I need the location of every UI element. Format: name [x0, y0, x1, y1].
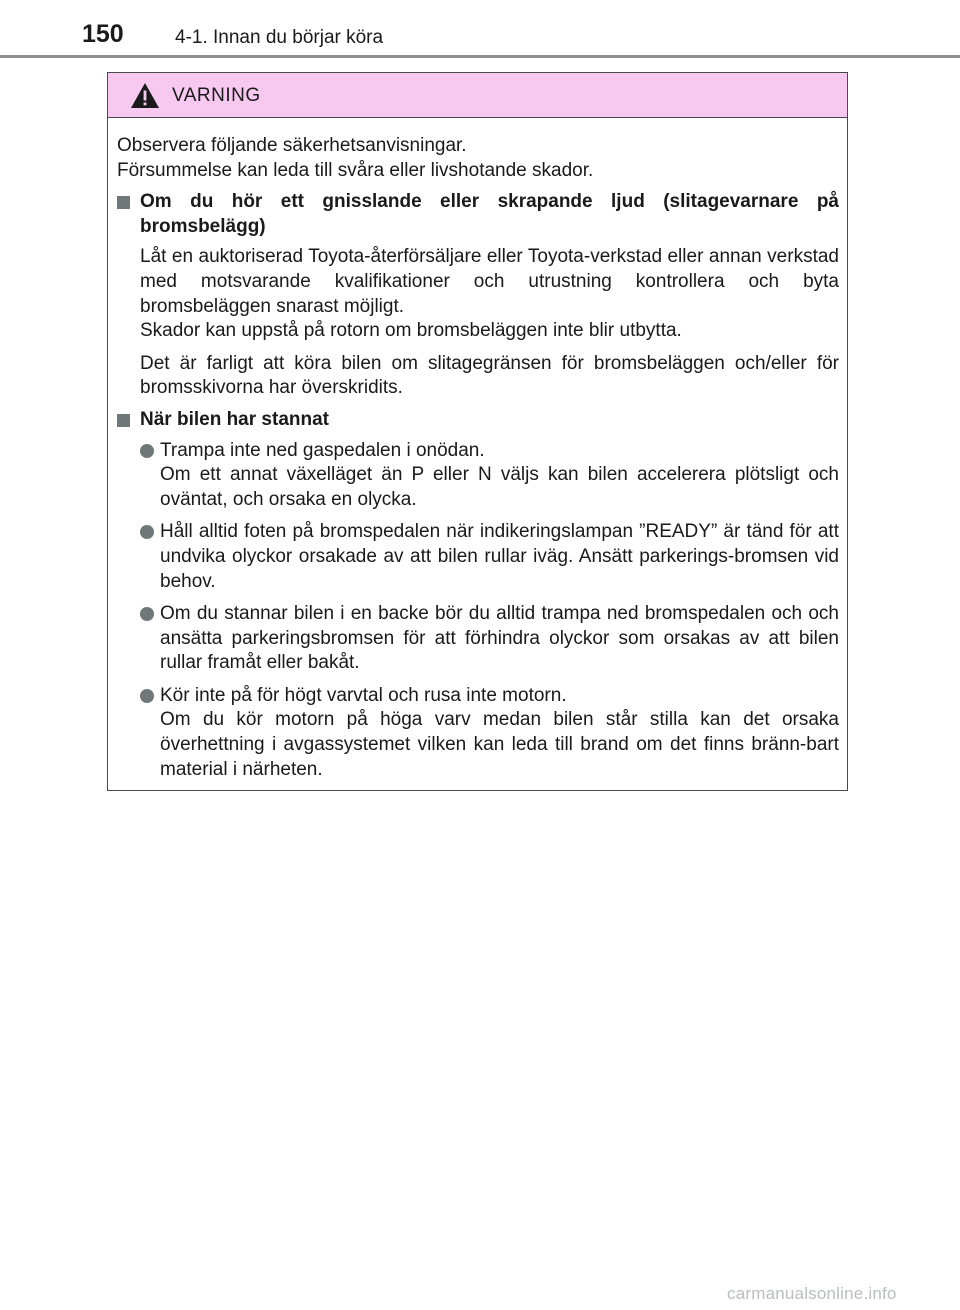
page-header: [0, 0, 960, 60]
section-title: 4-1. Innan du börjar köra: [175, 27, 384, 48]
section-heading: När bilen har stannat: [140, 408, 329, 430]
list-item-line: Om du stannar bilen i en backe bör du alltid trampa ned bromspedalen och och ansätta parkeringsbromsen för att förhindra olyckor som orsakas av att bilen rullar framåt eller bakåt.: [160, 603, 839, 674]
warning-body: [108, 118, 847, 782]
section-heading-row: [117, 190, 839, 239]
list-item: [140, 439, 839, 513]
intro-line: Försummelse kan leda till svåra eller livshotande skador.: [117, 159, 594, 181]
list-item-line: Trampa inte ned gaspedalen i onödan.: [160, 439, 485, 461]
list-item-line: Håll alltid foten på bromspedalen när indikeringslampan ”READY” är tänd för att undvika olyckor orsakade av att bilen rullar iväg. Ansätt parkerings-bromsen vid behov.: [160, 521, 839, 592]
round-bullet-icon: [140, 525, 154, 539]
list-item: [140, 602, 839, 676]
section-heading: Om du hör ett gnisslande eller skrapande ljud (slitagevarnare på bromsbelägg): [140, 191, 839, 237]
paragraph: [140, 352, 839, 401]
paragraph-line: Det är farligt att köra bilen om slitagegränsen för bromsbeläggen och/eller för bromsskivorna har överskridits.: [140, 352, 839, 399]
header-divider: [0, 55, 960, 58]
round-bullet-icon: [140, 689, 154, 703]
paragraph-line: Skador kan uppstå på rotorn om bromsbeläggen inte blir utbytta.: [140, 320, 682, 342]
list-item-text: [160, 439, 839, 513]
round-bullet-icon: [140, 607, 154, 621]
paragraph: [140, 245, 839, 343]
section-brake-wear: [117, 190, 839, 401]
section-heading-row: [117, 408, 839, 433]
list-item-text: [160, 520, 839, 594]
paragraph-line: Låt en auktoriserad Toyota-återförsäljare eller Toyota-verkstad eller annan verkstad med motsvarande kvalifikationer och utrustning kontrollera och byta bromsbeläggen snarast möjligt.: [140, 246, 839, 317]
list-item-line: Om ett annat växelläget än P eller N väljs kan bilen accelerera plötsligt och oväntat, och orsaka en olycka.: [160, 464, 839, 510]
watermark-link[interactable]: carmanualsonline.info: [727, 1284, 897, 1303]
warning-label: VARNING: [172, 85, 261, 106]
list-item-line: Om du kör motorn på höga varv medan bilen står stilla kan det orsaka överhettning i avgassystemet vilken kan leda till brand om det finns bränn-bart material i närheten.: [160, 709, 839, 780]
section-when-stopped: [117, 408, 839, 782]
warning-header: [108, 73, 847, 118]
intro-line: Observera följande säkerhetsanvisningar.: [117, 135, 467, 156]
warning-triangle-icon: [130, 82, 160, 109]
list-item: [140, 684, 839, 782]
list-item-text: [160, 684, 839, 782]
square-bullet-icon: [117, 414, 130, 427]
warning-box: [107, 72, 848, 791]
page-number: 150: [82, 20, 124, 48]
list-item-text: [160, 602, 839, 676]
warning-intro: [117, 134, 839, 183]
list-item-line: Kör inte på för högt varvtal och rusa inte motorn.: [160, 684, 567, 706]
list-item: [140, 520, 839, 594]
round-bullet-icon: [140, 444, 154, 458]
square-bullet-icon: [117, 196, 130, 209]
